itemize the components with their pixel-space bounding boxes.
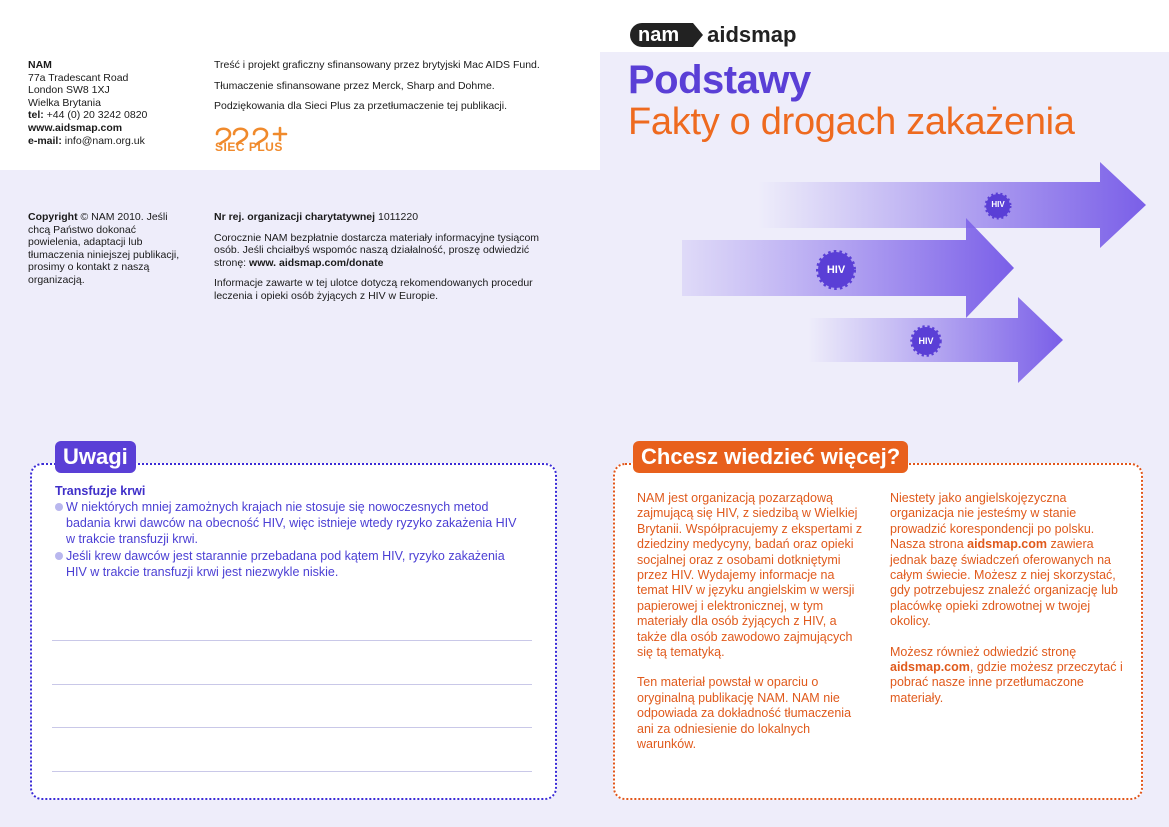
more-info-tag: Chcesz wiedzieć więcej? — [633, 441, 908, 473]
page-title: Podstawy — [628, 58, 811, 102]
note-line — [52, 640, 532, 641]
page-subtitle: Fakty o drogach zakażenia — [628, 101, 1075, 143]
notes-title: Transfuzje krwi — [55, 484, 146, 498]
copyright-label: Copyright — [28, 211, 78, 223]
address-line: London SW8 1XJ — [28, 84, 110, 97]
text: zawiera jednak bazę świadczeń oferowanych na całym świecie. Możesz z niej skorzystać, gdy potrzebujesz znaleźć organizację lub placówkę opieki zdrowotnej w twojej okolicy. — [890, 537, 1118, 629]
logo-nam: nam — [630, 23, 693, 47]
org-name: NAM — [28, 59, 52, 71]
hiv-label: HIV — [991, 200, 1005, 209]
address-line: Wielka Brytania — [28, 96, 101, 109]
aidsmap-link[interactable]: aidsmap.com — [890, 660, 970, 675]
donate-link[interactable]: www. aidsmap.com/donate — [249, 256, 384, 269]
donate-text: Corocznie NAM bezpłatnie dostarcza materiały informacyjne tysiącom osób. Jeśli chciałbyś wspomóc naszą działalność, proszę odwiedzić stronę: — [214, 231, 540, 269]
note-line — [52, 771, 532, 772]
notes-bullets — [55, 499, 525, 581]
copyright-text: © NAM 2010. Jeśli chcą Państwo dokonać powielenia, adaptacji lub tłumaczenia niniejszej publikacji, prosimy o kontakt z naszą organizacją. — [28, 211, 180, 286]
credit-line: Podziękowania dla Sieci Plus za przetłumaczenie tej publikacji. — [214, 100, 507, 113]
email-link[interactable]: info@nam.org.uk — [61, 134, 145, 147]
website-link[interactable]: www.aidsmap.com — [28, 121, 123, 134]
hiv-arrows-graphic — [680, 160, 1160, 390]
more-info-paragraph: NAM jest organizacją pozarządową zajmującą się HIV, z siedzibą w Wielkiej Brytanii. Współpracujemy z ekspertami z dziedziny medycyny, badań oraz opieki socjalnej oraz z osobami dotkniętymi przez HIV. Wydajemy informacje na temat HIV w języku angielskim w wersji papierowej i elektronicznej, w tym materiały dla osób żyjących z HIV, a także dla osób zawodowo zajmujących się tą tematyką. — [637, 491, 863, 660]
credit-line: Treść i projekt graficzny sfinansowany przez brytyjski Mac AIDS Fund. — [214, 59, 540, 71]
charity-label: Nr rej. organizacji charytatywnej — [214, 211, 376, 223]
tel-value: +44 (0) 20 3242 0820 — [43, 109, 148, 122]
credit-line: Tłumaczenie sfinansowane przez Merck, Sharp and Dohme. — [214, 79, 495, 92]
more-info-paragraph — [890, 491, 1125, 630]
list-item: W niektórych mniej zamożnych krajach nie stosuje się nowoczesnych metod badania krwi dawców na obecność HIV, więc istnieje wtedy ryzyko zakażenia HIV w trakcie transfuzji krwi. — [55, 499, 525, 547]
logo-aidsmap: aidsmap — [707, 22, 797, 47]
top-strip — [0, 0, 1169, 52]
text: , gdzie możesz przeczytać i pobrać nasze inne przetłumaczone materiały. — [890, 660, 1123, 705]
more-info-paragraph: Ten materiał powstał w oparciu o oryginalną publikację NAM. NAM nie odpowiada za dokładność tłumaczenia ani za odniesienie do lokalnych warunków. — [637, 675, 852, 752]
charity-block — [214, 211, 559, 303]
notes-tag: Uwagi — [55, 441, 136, 473]
info-text: Informacje zawarte w tej ulotce dotyczą rekomendowanych procedur leczenia i opieki osób żyjących z HIV w Europie. — [214, 277, 533, 302]
siec-plus-label: SIEĆ PLUS — [215, 140, 283, 154]
address-line: 77a Tradescant Road — [28, 71, 129, 84]
copyright-block — [28, 211, 188, 287]
nam-aidsmap-logo — [630, 22, 796, 48]
credits-block — [214, 59, 584, 113]
charity-number: 1011220 — [375, 211, 419, 223]
hiv-label: HIV — [826, 264, 846, 276]
note-line — [52, 727, 532, 728]
list-item: Jeśli krew dawców jest starannie przebadana pod kątem HIV, ryzyko zakażenia HIV w trakcie transfuzji krwi jest niezwykle niskie. — [55, 548, 525, 580]
tel-label: tel: — [28, 109, 44, 122]
address-block — [28, 59, 198, 147]
more-info-column-1 — [637, 491, 869, 768]
aidsmap-link[interactable]: aidsmap.com — [967, 537, 1048, 552]
text: Niestety jako angielskojęzyczna organizacja nie jesteśmy w stanie prowadzić korespondencji po polsku. Nasza strona — [890, 491, 1095, 552]
more-info-column-2 — [890, 491, 1125, 721]
email-label: e-mail: — [28, 134, 62, 147]
text: Możesz również odwiedzić stronę — [890, 644, 1077, 659]
hiv-label: HIV — [918, 336, 934, 346]
note-line — [52, 684, 532, 685]
more-info-paragraph — [890, 645, 1125, 707]
